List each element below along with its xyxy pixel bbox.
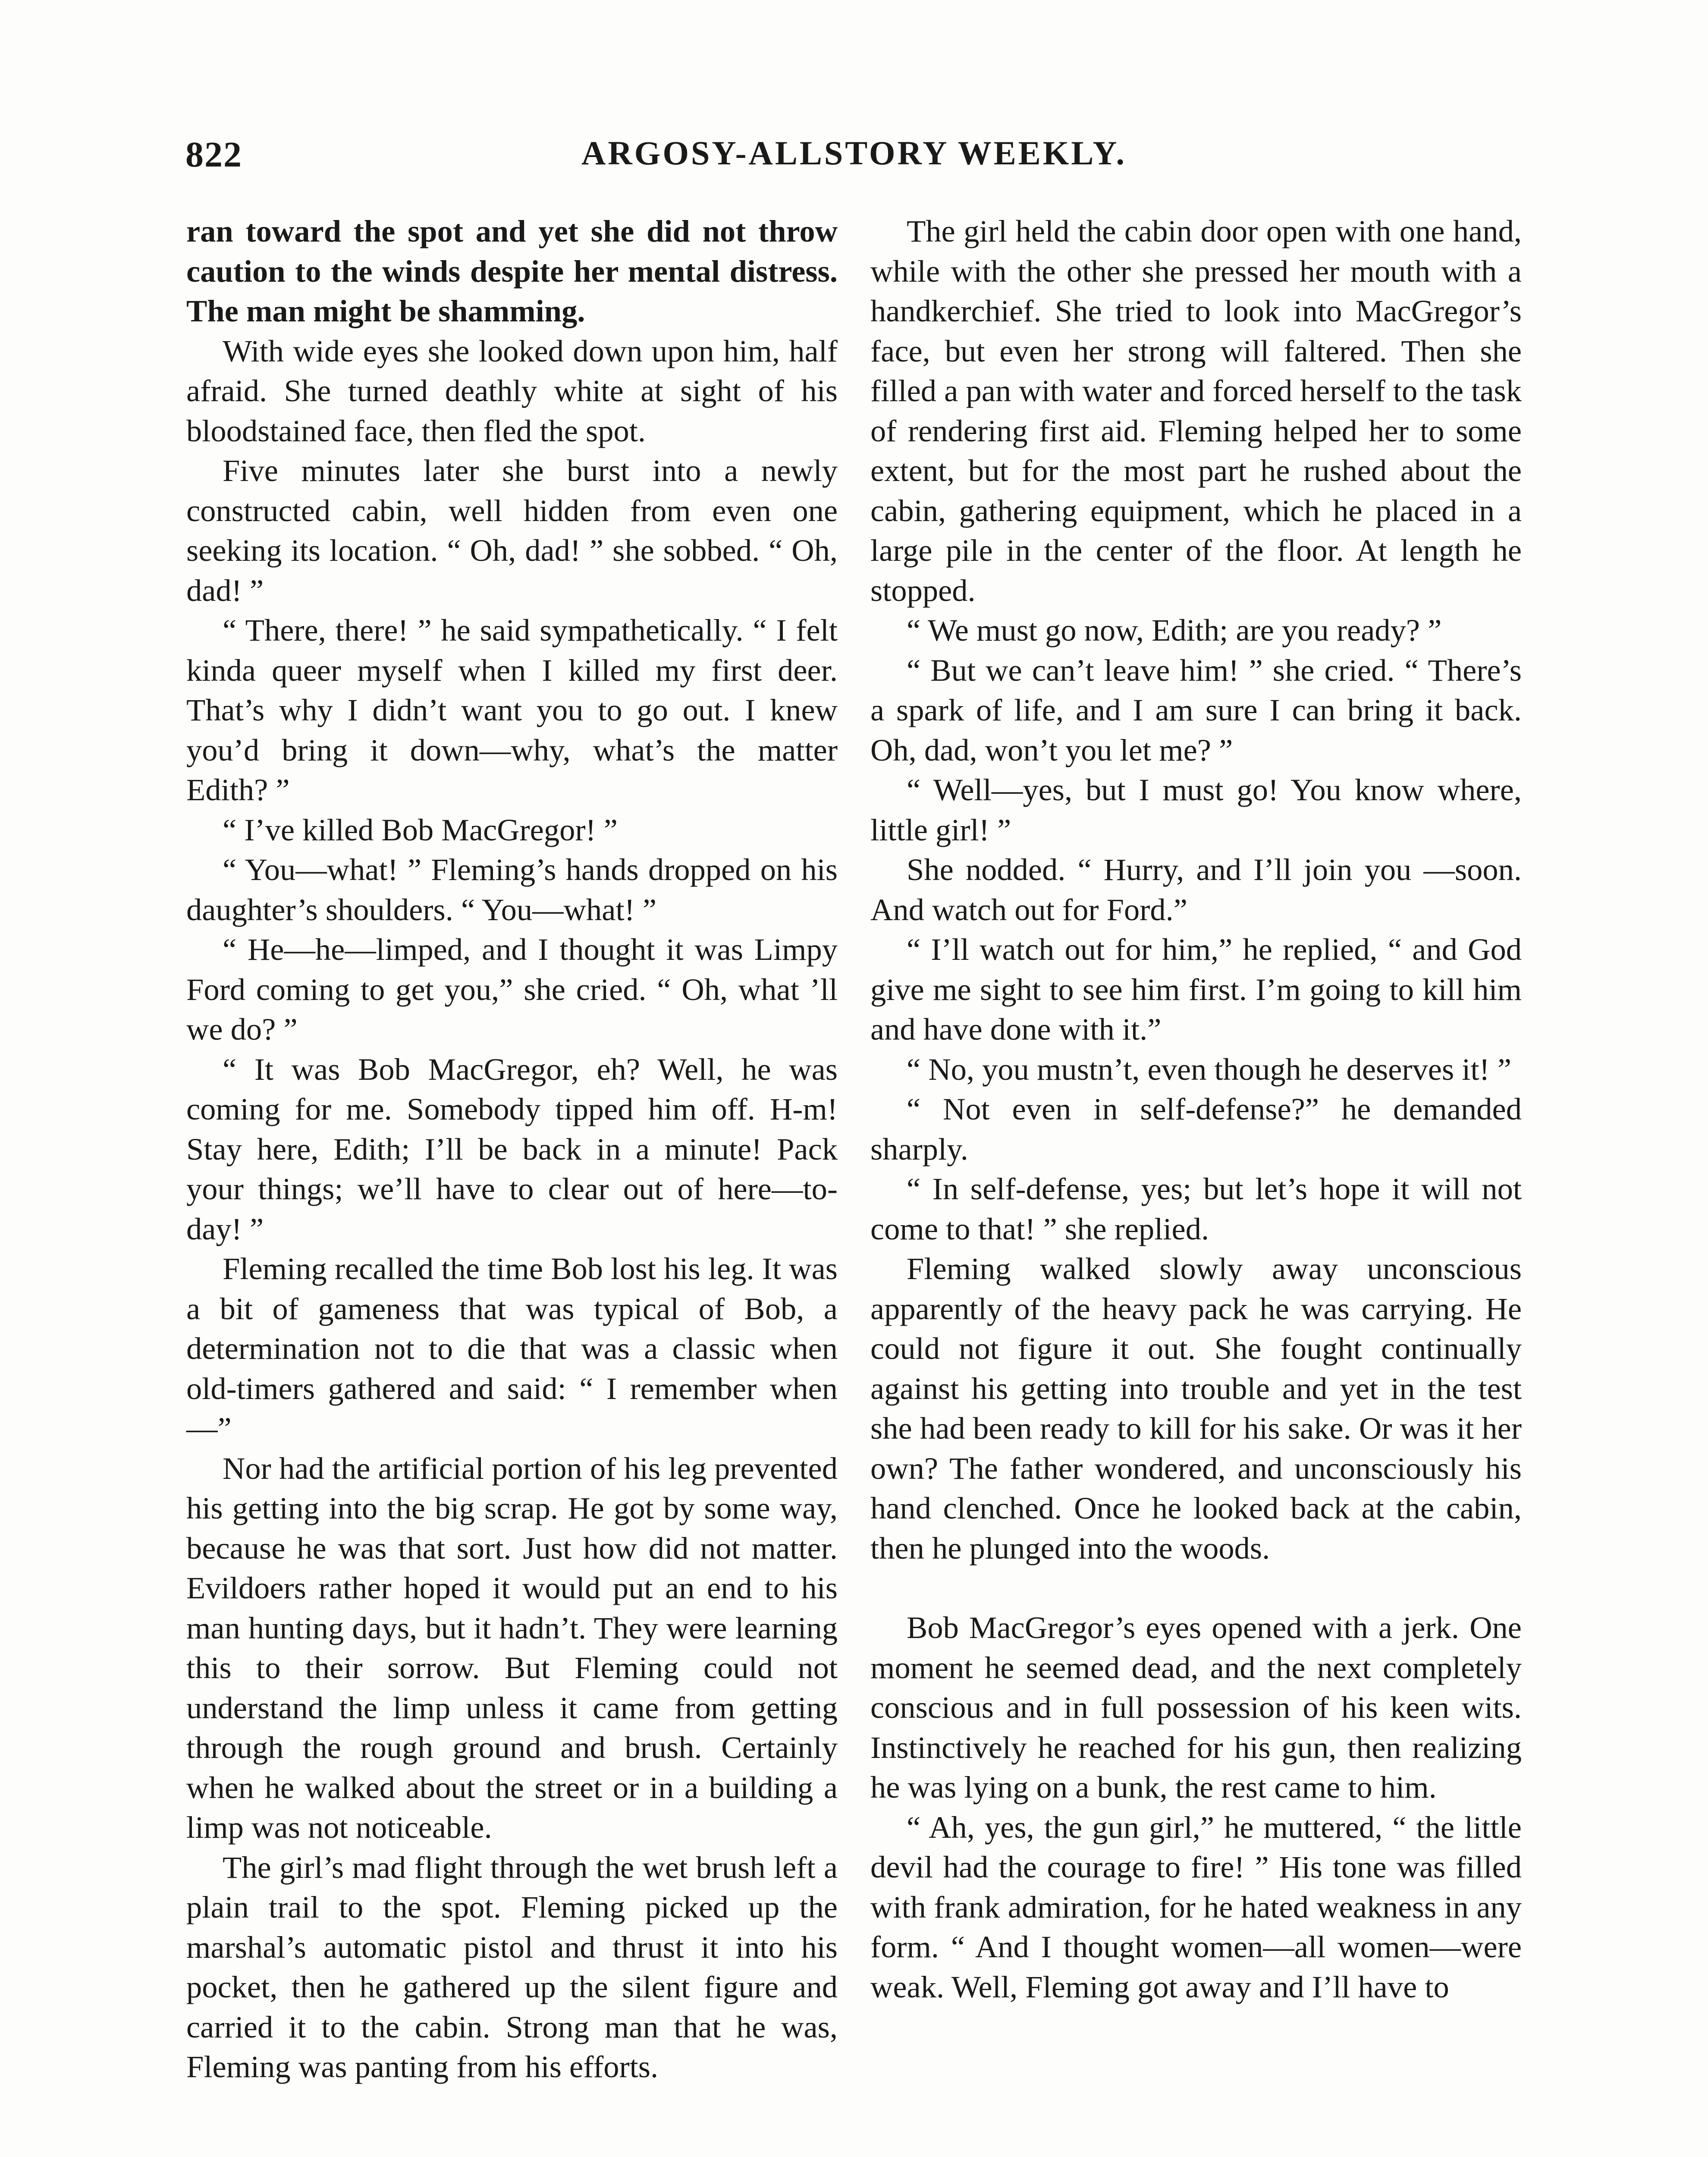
paragraph: “ I’ll watch out for him,” he replied, “ and God give me sight to see him first. I’m going to kill him and have done with it.” <box>870 932 1522 1047</box>
paragraph: Bob MacGregor’s eyes opened with a jerk. One moment he seemed dead, and the next completely conscious and in full possession of his keen wits. Instinctively he reached for his gun, then realizing he was lying on a bunk, the rest came to him. <box>870 1610 1522 1805</box>
paragraph: The girl’s mad flight through the wet brush left a plain trail to the spot. Fleming picked up the marshal’s automatic pistol and thrust it into his pocket, then he gathered up the silent figure and carried it to the cabin. Strong man that he was, Fleming was panting from his efforts. <box>186 1849 838 2084</box>
paragraph: “ It was Bob MacGregor, eh? Well, he was coming for me. Somebody tipped him off. H-m! Stay here, Edith; I’ll be back in a minute! Pack your things; we’ll have to clear out of here—to-day! ” <box>186 1051 838 1246</box>
paragraph: “ There, there! ” he said sympathetically. “ I felt kinda queer myself when I killed my first deer. That’s why I didn’t want you to go out. I knew you’d bring it down—why, what’s the matter Edith? ” <box>186 613 838 807</box>
page-number: 822 <box>185 135 242 175</box>
paragraph: “ Well—yes, but I must go! You know where, little girl! ” <box>870 772 1522 847</box>
right-column <box>870 211 1522 2007</box>
paragraph: “ We must go now, Edith; are you ready? ” <box>907 613 1442 648</box>
paragraph: “ He—he—limped, and I thought it was Limpy Ford coming to get you,” she cried. “ Oh, what ’ll we do? ” <box>186 932 838 1047</box>
paragraph: “ But we can’t leave him! ” she cried. “ There’s a spark of life, and I am sure I can bring it back. Oh, dad, won’t you let me? ” <box>870 652 1522 767</box>
paragraph: “ I’ve killed Bob MacGregor! ” <box>223 812 618 847</box>
paragraph: “ In self-defense, yes; but let’s hope it will not come to that! ” she replied. <box>870 1171 1522 1246</box>
paragraph: “ You—what! ” Fleming’s hands dropped on his daughter’s shoulders. “ You—what! ” <box>186 852 838 927</box>
paragraph: ran toward the spot and yet she did not throw caution to the winds despite her mental distress. The man might be shamming. <box>186 214 838 328</box>
paragraph: Five minutes later she burst into a newly constructed cabin, well hidden from even one seeking its location. “ Oh, dad! ” she sobbed. “ Oh, dad! ” <box>186 453 838 608</box>
paragraph: “ Not even in self-defense?” he demanded sharply. <box>870 1091 1522 1167</box>
paragraph: “ Ah, yes, the gun girl,” he muttered, “ the little devil had the courage to fire! ” His tone was filled with frank admiration, for he hated weakness in any form. “ And I thought women—all women—were weak. Well, Fleming got away and I’ll have to <box>870 1809 1522 2004</box>
paragraph: Fleming recalled the time Bob lost his leg. It was a bit of gameness that was typical of Bob, a determination not to die that was a classic when old-timers gathered and said: “ I remember when—” <box>186 1251 838 1446</box>
running-head-title: ARGOSY-ALLSTORY WEEKLY. <box>581 134 1127 172</box>
paragraph: With wide eyes she looked down upon him, half afraid. She turned deathly white at sight of his bloodstained face, then fled the spot. <box>186 333 838 448</box>
section-break <box>870 1568 1522 1608</box>
paragraph: She nodded. “ Hurry, and I’ll join you —soon. And watch out for Ford.” <box>870 852 1522 927</box>
paragraph: Nor had the artificial portion of his leg prevented his getting into the big scrap. He got by some way, because he was that sort. Just how did not matter. Evildoers rather hoped it would put an end to his man hunting days, but it hadn’t. They were learning this to their sorrow. But Fleming could not understand the limp unless it came from getting through the rough ground and brush. Certainly when he walked about the street or in a building a limp was not noticeable. <box>186 1450 838 1845</box>
page-header <box>185 134 1523 186</box>
paragraph: Fleming walked slowly away unconscious apparently of the heavy pack he was carrying. He could not figure it out. She fought continually against his getting into trouble and yet in the test she had been ready to kill for his sake. Or was it her own? The father wondered, and unconsciously his hand clenched. Once he looked back at the cabin, then he plunged into the woods. <box>870 1251 1522 1566</box>
paragraph: “ No, you mustn’t, even though he deserves it! ” <box>907 1051 1512 1087</box>
left-column <box>186 211 838 2087</box>
paragraph: The girl held the cabin door open with one hand, while with the other she pressed her mouth with a handkerchief. She tried to look into MacGregor’s face, but even her strong will faltered. Then she filled a pan with water and forced herself to the task of rendering first aid. Fleming helped her to some extent, but for the most part he rushed about the cabin, gathering equipment, which he placed in a large pile in the center of the floor. At length he stopped. <box>870 214 1522 608</box>
